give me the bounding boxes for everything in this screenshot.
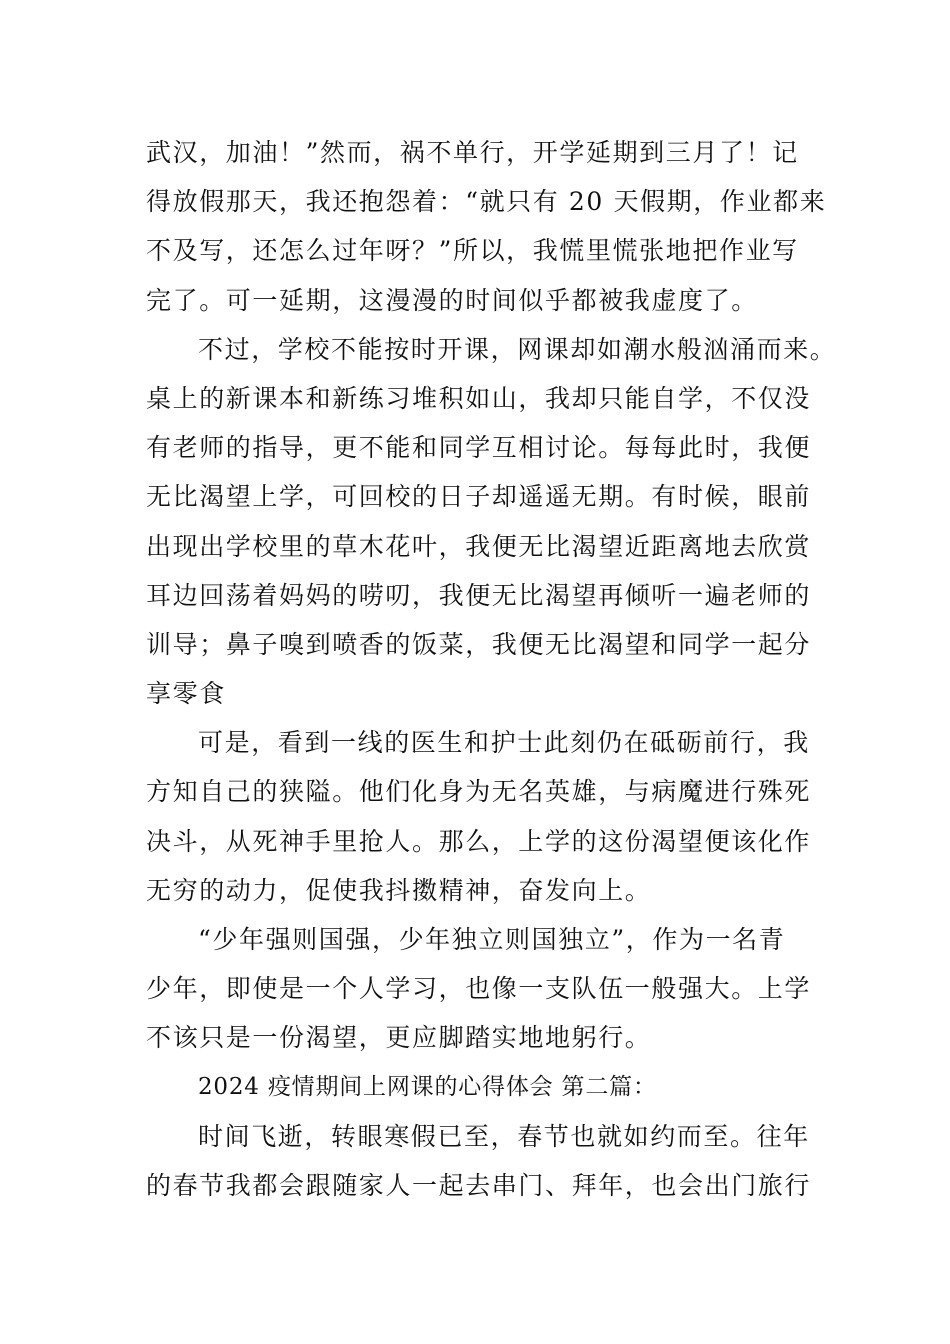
text-line: 桌上的新课本和新练习堆积如山，我却只能自学，不仅没 — [146, 383, 812, 413]
text-line: 不及写，还怎么过年呀？”所以，我慌里慌张地把作业写 — [146, 236, 799, 266]
paragraph-first-line: 时间飞逝，转眼寒假已至，春节也就如约而至。往年 — [198, 1121, 810, 1151]
text-line: 不该只是一份渴望，更应脚踏实地地躬行。 — [146, 1023, 652, 1053]
paragraph-first-line: “少年强则国强，少年独立则国独立”，作为一名青 — [198, 925, 786, 954]
section-heading: 2024 疫情期间上网课的心得体会 第二篇： — [198, 1073, 657, 1100]
text-line: 享零食 — [146, 679, 226, 709]
text-line: 得放假那天，我还抱怨着：“就只有 20 天假期，作业都来 — [146, 187, 827, 217]
text-line: 少年，即使是一个人学习，也像一支队伍一般强大。上学 — [146, 974, 812, 1004]
text-line: 无穷的动力，促使我抖擞精神，奋发向上。 — [146, 875, 652, 905]
text-line: 完了。可一延期，这漫漫的时间似乎都被我虚度了。 — [146, 285, 758, 315]
text-line: 的春节我都会跟随家人一起去串门、拜年，也会出门旅行 — [146, 1170, 812, 1200]
text-line: 有老师的指导，更不能和同学互相讨论。每每此时，我便 — [146, 433, 812, 463]
text-line: 方知自己的狭隘。他们化身为无名英雄，与病魔进行殊死 — [146, 777, 812, 807]
paragraph-first-line: 可是，看到一线的医生和护士此刻仍在砥砺前行，我 — [198, 728, 810, 758]
text-line: 耳边回荡着妈妈的唠叨，我便无比渴望再倾听一遍老师的 — [146, 580, 812, 610]
text-line: 决斗，从死神手里抢人。那么，上学的这份渴望便该化作 — [146, 826, 812, 856]
text-line: 出现出学校里的草木花叶，我便无比渴望近距离地去欣赏 — [146, 531, 812, 561]
text-line: 武汉，加油！”然而，祸不单行，开学延期到三月了！记 — [146, 138, 799, 167]
paragraph-first-line: 不过，学校不能按时开课，网课却如潮水般汹涌而来。 — [198, 334, 837, 364]
text-line: 无比渴望上学，可回校的日子却遥遥无期。有时候，眼前 — [146, 482, 812, 512]
article-body — [146, 128, 837, 1210]
text-line: 训导；鼻子嗅到喷香的饭菜，我便无比渴望和同学一起分 — [146, 629, 812, 659]
